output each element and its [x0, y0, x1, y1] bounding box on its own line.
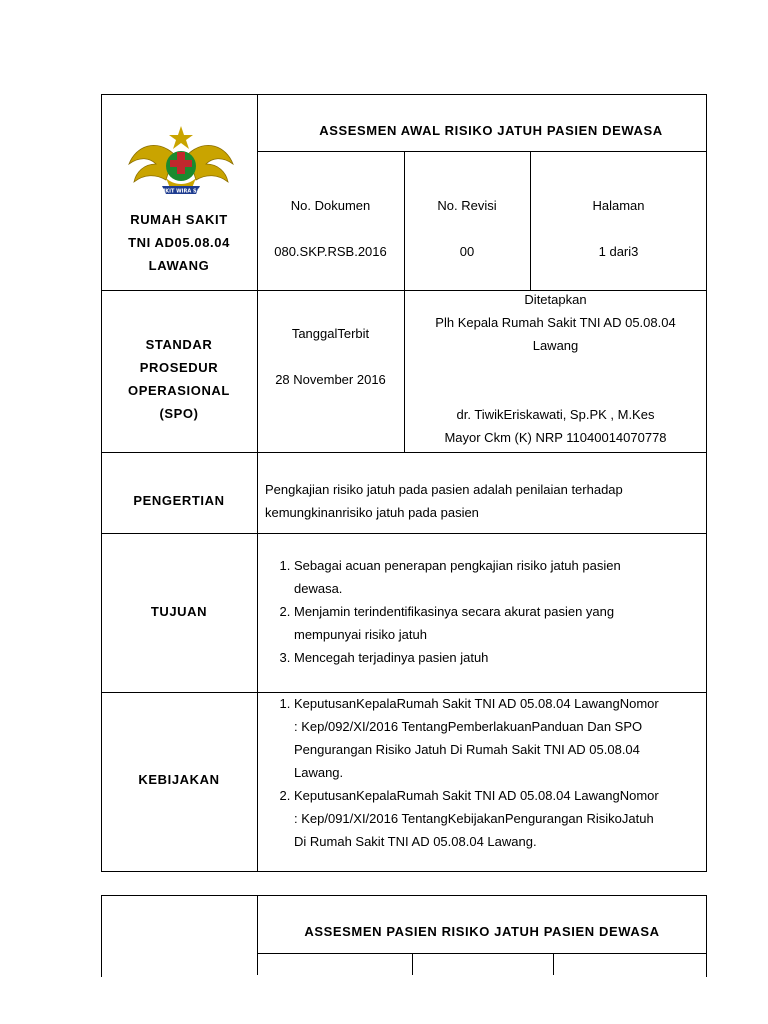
- list-item: 1. KeputusanKepalaRumah Sakit TNI AD 05.08.04 LawangNomor : Kep/092/XI/2016 TentangPemberlakuanPanduan Dan SPO Pengurangan Risiko Jatuh Di Rumah Sakit TNI AD 05.08.04 Lawang.: [294, 692, 706, 784]
- kebijakan-label: KEBIJAKAN: [138, 772, 220, 787]
- pengertian-text-line1: Pengkajian risiko jatuh pada pasien adalah penilaian terhadap: [265, 482, 623, 497]
- table-divider: [101, 533, 707, 534]
- spo-label-line3: OPERASIONAL: [128, 383, 230, 398]
- hospital-name-line1: RUMAH SAKIT: [130, 212, 228, 227]
- jabatan-line2: Lawang: [532, 338, 579, 353]
- table-divider: [412, 953, 413, 975]
- table-divider: [257, 151, 707, 152]
- pejabat-pangkat: Mayor Ckm (K) NRP 11040014070778: [444, 430, 667, 445]
- hospital-name-line2: TNI AD05.08.04: [128, 235, 230, 250]
- hospital-name-line3: LAWANG: [148, 258, 210, 273]
- spo-label-line4: (SPO): [159, 406, 199, 421]
- tujuan-list: [260, 554, 700, 669]
- table-divider: [530, 151, 531, 291]
- tujuan-label: TUJUAN: [150, 604, 208, 619]
- ditetapkan-label: Ditetapkan: [524, 292, 587, 307]
- table-divider: [257, 953, 707, 954]
- kebijakan-list: [260, 692, 706, 853]
- list-item: 1. Sebagai acuan penerapan pengkajian risiko jatuh pasien dewasa.: [294, 554, 700, 600]
- list-item: 2. KeputusanKepalaRumah Sakit TNI AD 05.08.04 LawangNomor : Kep/091/XI/2016 TentangKebijakanPengurangan RisikoJatuh Di Rumah Sakit TNI AD 05.08.04 Lawang.: [294, 784, 706, 853]
- halaman-value: 1 dari3: [598, 244, 639, 259]
- jabatan-line1: Plh Kepala Rumah Sakit TNI AD 05.08.04: [435, 315, 676, 330]
- spo-label-line2: PROSEDUR: [139, 360, 219, 375]
- tanggal-terbit-value: 28 November 2016: [275, 372, 386, 387]
- pejabat-nama: dr. TiwikEriskawati, Sp.PK , M.Kes: [456, 407, 655, 422]
- list-item: 2. Menjamin terindentifikasinya secara akurat pasien yang mempunyai risiko jatuh: [294, 600, 700, 646]
- pengertian-text-line2: kemungkinanrisiko jatuh pada pasien: [265, 505, 479, 520]
- pengertian-label: PENGERTIAN: [133, 493, 225, 508]
- tanggal-terbit-label: TanggalTerbit: [291, 326, 370, 341]
- no-dokumen-value: 080.SKP.RSB.2016: [274, 244, 387, 259]
- table-divider: [404, 151, 405, 291]
- no-dokumen-label: No. Dokumen: [290, 198, 371, 213]
- table-divider: [553, 953, 554, 975]
- logo-text: RUMKIT WIRA SAKTI: [152, 188, 210, 195]
- list-item: 3. Mencegah terjadinya pasien jatuh: [294, 646, 700, 669]
- page2-title: ASSESMEN PASIEN RISIKO JATUH PASIEN DEWASA: [304, 924, 660, 939]
- halaman-label: Halaman: [592, 198, 645, 213]
- spo-label-line1: STANDAR: [145, 337, 213, 352]
- no-revisi-value: 00: [459, 244, 475, 259]
- no-revisi-label: No. Revisi: [437, 198, 497, 213]
- hospital-logo: [126, 124, 236, 204]
- document-title: ASSESMEN AWAL RISIKO JATUH PASIEN DEWASA: [319, 123, 663, 138]
